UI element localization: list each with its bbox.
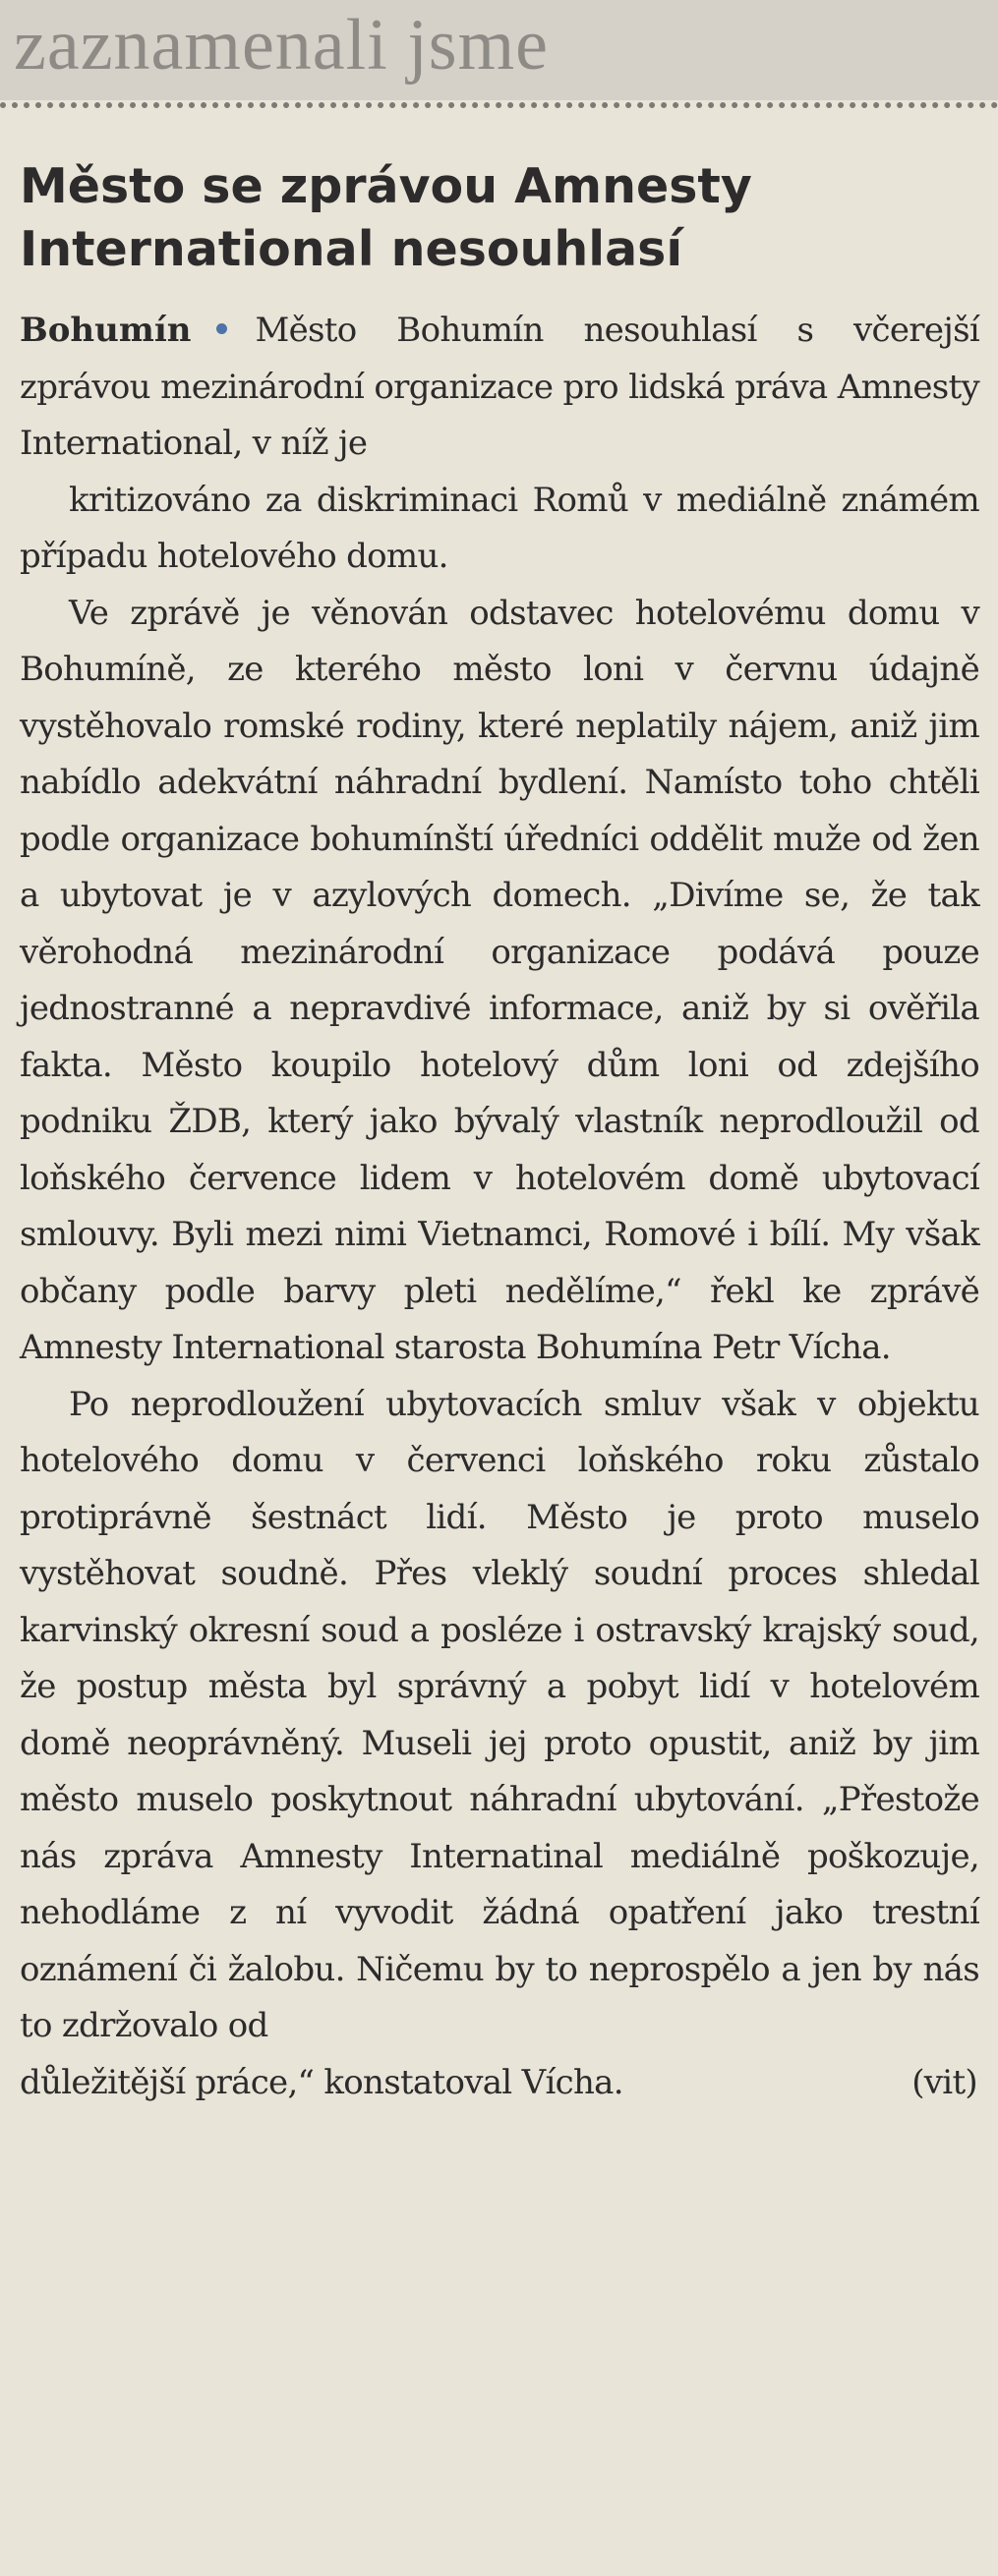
lead-text-1: Město Bohumín nesouhlasí s včerejší zprávou mezinárodní organizace pro lidská práva Amnesty International, v níž je	[20, 311, 979, 463]
article-headline	[20, 155, 983, 281]
paragraph-2: Ve zprávě je věnován odstavec hotelovému domu v Bohumíně, ze kterého město loni v červnu údajně vystěhovalo romské rodiny, které neplatily nájem, aniž jim nabídlo adekvátní náhradní bydlení. Namísto toho chtěli podle organizace bohumínští úředníci oddělit muže od žen a ubytovat je v azylových domech. „Divíme se, že tak věrohodná mezinárodní organizace podává pouze jednostranné a nepravdivé informace, aniž by si ověřila fakta. Město koupilo hotelový dům loni od zdejšího podniku ŽDB, který jako bývalý vlastník neprodloužil od loňského července lidem v hotelovém domě ubytovací smlouvy. Byli mezi nimi Vietnamci, Romové i bílí. My však občany podle barvy pleti nedělíme,“ řekl ke zprávě Amnesty International starosta Bohumína Petr Vícha.	[20, 593, 979, 1367]
lead-paragraph-part-2: kritizováno za diskriminaci Romů v mediálně známém případu hotelového domu.	[20, 480, 979, 576]
lead-paragraph-part-1	[20, 303, 979, 473]
headline-line-2: International nesouhlasí	[20, 221, 683, 277]
section-header-band	[0, 0, 998, 100]
dotted-divider	[0, 102, 998, 108]
closing-line	[20, 2055, 979, 2112]
article-body	[20, 303, 979, 2111]
closing-text: důležitější práce,“ konstatoval Vícha.	[20, 2062, 623, 2102]
paragraph-3: Po neprodloužení ubytovacích smluv však v objektu hotelového domu v červenci loňského roku zůstalo protiprávně šestnáct lidí. Město je proto muselo vystěhovat soudně. Přes vleklý soudní proces shledal karvinský okresní soud a posléze i ostravský krajský soud, že postup města byl správný a pobyt lidí v hotelovém domě neoprávněný. Museli jej proto opustit, aniž by jim město muselo poskytnout náhradní ubytování. „Přestože nás zpráva Amnesty Internatinal mediálně poškozuje, nehodláme z ní vyvodit žádná opatření jako trestní oznámení či žalobu. Ničemu by to neprospělo a jen by nás to zdržovalo od	[20, 1384, 979, 2045]
section-title: zaznamenali jsme	[14, 5, 550, 86]
dateline: Bohumín	[20, 311, 192, 350]
author-signature: (vit)	[911, 2062, 977, 2102]
headline-line-1: Město se zprávou Amnesty	[20, 158, 752, 214]
bullet-dot-icon	[216, 323, 227, 334]
